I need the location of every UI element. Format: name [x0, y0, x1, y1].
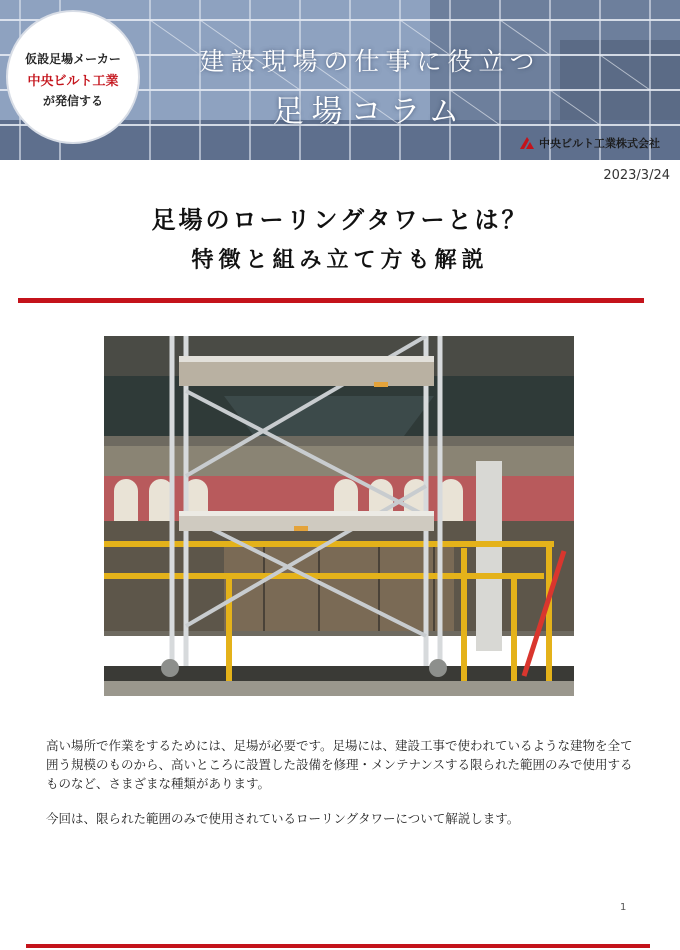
article-title-line1: 足場のローリングタワーとは？: [151, 206, 529, 234]
badge-line-company: 中央ビルト工業: [27, 74, 119, 89]
company-logo: [518, 135, 660, 151]
body-paragraph-intro: 高い場所で作業をするためには、足場が必要です。足場には、建設工事で使われているような建物を全て囲う規模のものから、高いところに設置した設備を修理・メンテナンスする限られた範囲のみで使用するものなど、さまざまな種類があります。: [46, 738, 633, 791]
body-paragraph-topic: 今回は、限られた範囲のみで使用されているローリングタワーについて解説します。: [46, 811, 520, 826]
article-body: [46, 736, 636, 844]
banner-subtitle: 建設現場の仕事に役立つ: [199, 47, 541, 76]
article-title-line2: 特徴と組み立て方も解説: [191, 248, 489, 273]
page-number: 1: [620, 902, 627, 913]
article-date: 2023/3/24: [603, 168, 670, 183]
publisher-badge: [8, 12, 138, 142]
rolling-tower-photo: [104, 336, 574, 696]
company-logo-icon: [518, 136, 536, 150]
badge-line-publishes: が発信する: [42, 94, 103, 108]
badge-line-maker: 仮設足場メーカー: [25, 52, 121, 66]
header-banner: [0, 0, 680, 160]
banner-title: 足場コラム: [272, 94, 468, 130]
company-name: 中央ビルト工業株式会社: [539, 137, 660, 150]
footer-divider: [26, 944, 650, 948]
title-divider: [18, 298, 644, 303]
